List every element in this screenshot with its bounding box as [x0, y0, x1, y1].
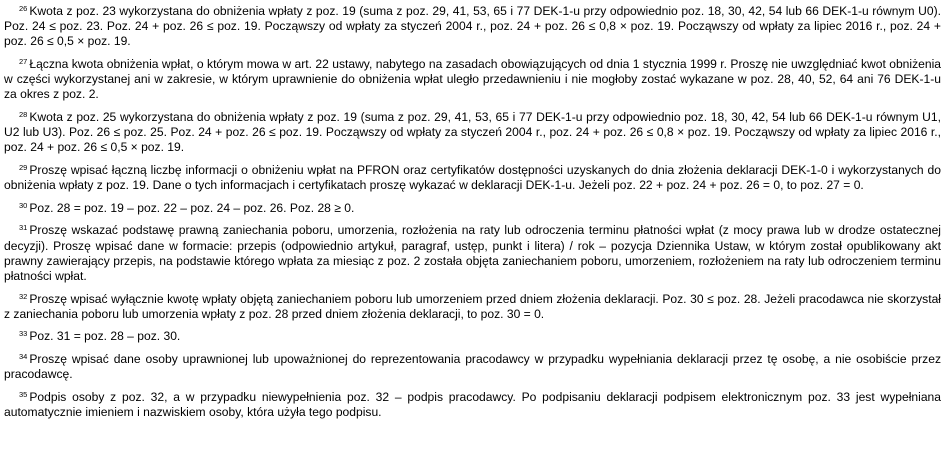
footnote-35	[4, 390, 941, 420]
footnote-32	[4, 292, 941, 322]
footnote-text: Kwota z poz. 23 wykorzystana do obniżenia wpłaty z poz. 19 (suma z poz. 29, 41, 53, 65 i 77 DEK-1-u przy odpowiednio poz. 18, 30, 42, 54 lub 66 DEK-1-u równym U0). Poz. 24 ≤ poz. 23. Poz. 24 + poz. 26 ≤ poz. 19. Począwszy od wpłaty za styczeń 2004 r., poz. 24 + poz. 26 ≤ 0,8 × poz. 19. Począwszy od wpłaty za lipiec 2016 r., poz. 24 + poz. 26 ≤ 0,5 × poz. 19.	[4, 4, 941, 49]
footnote-31	[4, 223, 941, 284]
footnote-text: Proszę wpisać wyłącznie kwotę wpłaty objętą zaniechaniem poboru lub umorzeniem przed dniem złożenia deklaracji. Poz. 30 ≤ poz. 28. Jeżeli pracodawca nie skorzystał z zaniechania poboru lub umorzenia wpłaty z poz. 28 przed dniem złożenia deklaracji, to poz. 30 = 0.	[4, 291, 941, 321]
footnote-33	[4, 329, 941, 344]
footnote-number: 26	[19, 4, 28, 13]
footnote-26	[4, 4, 941, 50]
footnote-number: 34	[19, 351, 28, 361]
footnote-number: 27	[19, 57, 28, 66]
footnote-30	[4, 201, 941, 216]
footnote-number: 32	[19, 291, 28, 301]
footnote-number: 35	[19, 389, 28, 399]
footnote-text: Łączna kwota obniżenia wpłat, o którym mowa w art. 22 ustawy, nabytego na zasadach obowiązujących od dnia 1 stycznia 1999 r. Proszę nie uwzględniać kwot obniżenia w części wykorzystanej ani w zakresie, w którym uprawnienie do obniżenia wpłat uległo przedawnieniu i nie mogłoby zostać wykazane w poz. 28, 40, 52, 64 ani 76 DEK-1-u za okres z poz. 2.	[4, 57, 941, 102]
footnote-number: 31	[19, 223, 28, 233]
footnote-number: 33	[19, 329, 28, 339]
footnote-text: Proszę wpisać łączną liczbę informacji o obniżeniu wpłat na PFRON oraz certyfikatów dostępności uzyskanych do dnia złożenia deklaracji DEK-1-0 i wykorzystanych do obniżenia wpłaty z poz. 19. Dane o tych informacjach i certyfikatach proszę wykazać w deklaracji DEK-1-u. Jeżeli poz. 22 + poz. 24 + poz. 26 = 0, to poz. 27 = 0.	[4, 163, 941, 193]
footnote-text: Podpis osoby z poz. 32, a w przypadku niewypełnienia poz. 32 – podpis pracodawcy. Po podpisaniu deklaracji podpisem elektronicznym poz. 33 jest wypełniana automatycznie imieniem i nazwiskiem osoby, która użyła tego podpisu.	[4, 389, 941, 419]
footnote-27	[4, 57, 941, 103]
footnote-text: Proszę wpisać dane osoby uprawnionej lub upoważnionej do reprezentowania pracodawcy w przypadku wypełniania deklaracji przez tę osobę, a nie osobiście przez pracodawcę.	[4, 351, 941, 382]
footnote-28	[4, 110, 941, 156]
footnote-34	[4, 352, 941, 382]
footnote-number: 30	[19, 200, 28, 210]
footnote-text: Poz. 31 = poz. 28 – poz. 30.	[29, 329, 181, 344]
footnote-number: 29	[19, 163, 28, 172]
footnote-text: Kwota z poz. 25 wykorzystana do obniżenia wpłaty z poz. 19 (suma z poz. 29, 41, 53, 65 i 77 DEK-1-u przy odpowiednio poz. 18, 30, 42, 54 lub 66 DEK-1-u równym U1, U2 lub U3). Poz. 26 ≤ poz. 25. Poz. 24 + poz. 26 ≤ poz. 19. Począwszy od wpłaty za styczeń 2004 r., poz. 24 + poz. 26 ≤ 0,8 × poz. 19. Począwszy od wpłaty za lipiec 2016 r., poz. 24 + poz. 26 ≤ 0,5 × poz. 19.	[4, 110, 941, 155]
footnote-text: Poz. 28 = poz. 19 – poz. 22 – poz. 24 – poz. 26. Poz. 28 ≥ 0.	[29, 200, 355, 215]
footnote-text: Proszę wskazać podstawę prawną zaniechania poboru, umorzenia, rozłożenia na raty lub odroczenia terminu płatności wpłat (z mocy prawa lub w drodze ostatecznej decyzji). Proszę wpisać dane w formacie: przepis (odpowiednio artykuł, paragraf, ustęp, punkt i litera) / rok – pozycja Dziennika Ustaw, w którym został opublikowany akt prawny zawierający przepis, na podstawie którego wpłata za miesiąc z poz. 2 została objęta zaniechaniem poboru, umorzeniem, rozłożeniem na raty lub odroczeniem terminu płatności wpłat.	[4, 223, 941, 283]
footnote-29	[4, 163, 941, 193]
footnote-number: 28	[19, 110, 28, 119]
